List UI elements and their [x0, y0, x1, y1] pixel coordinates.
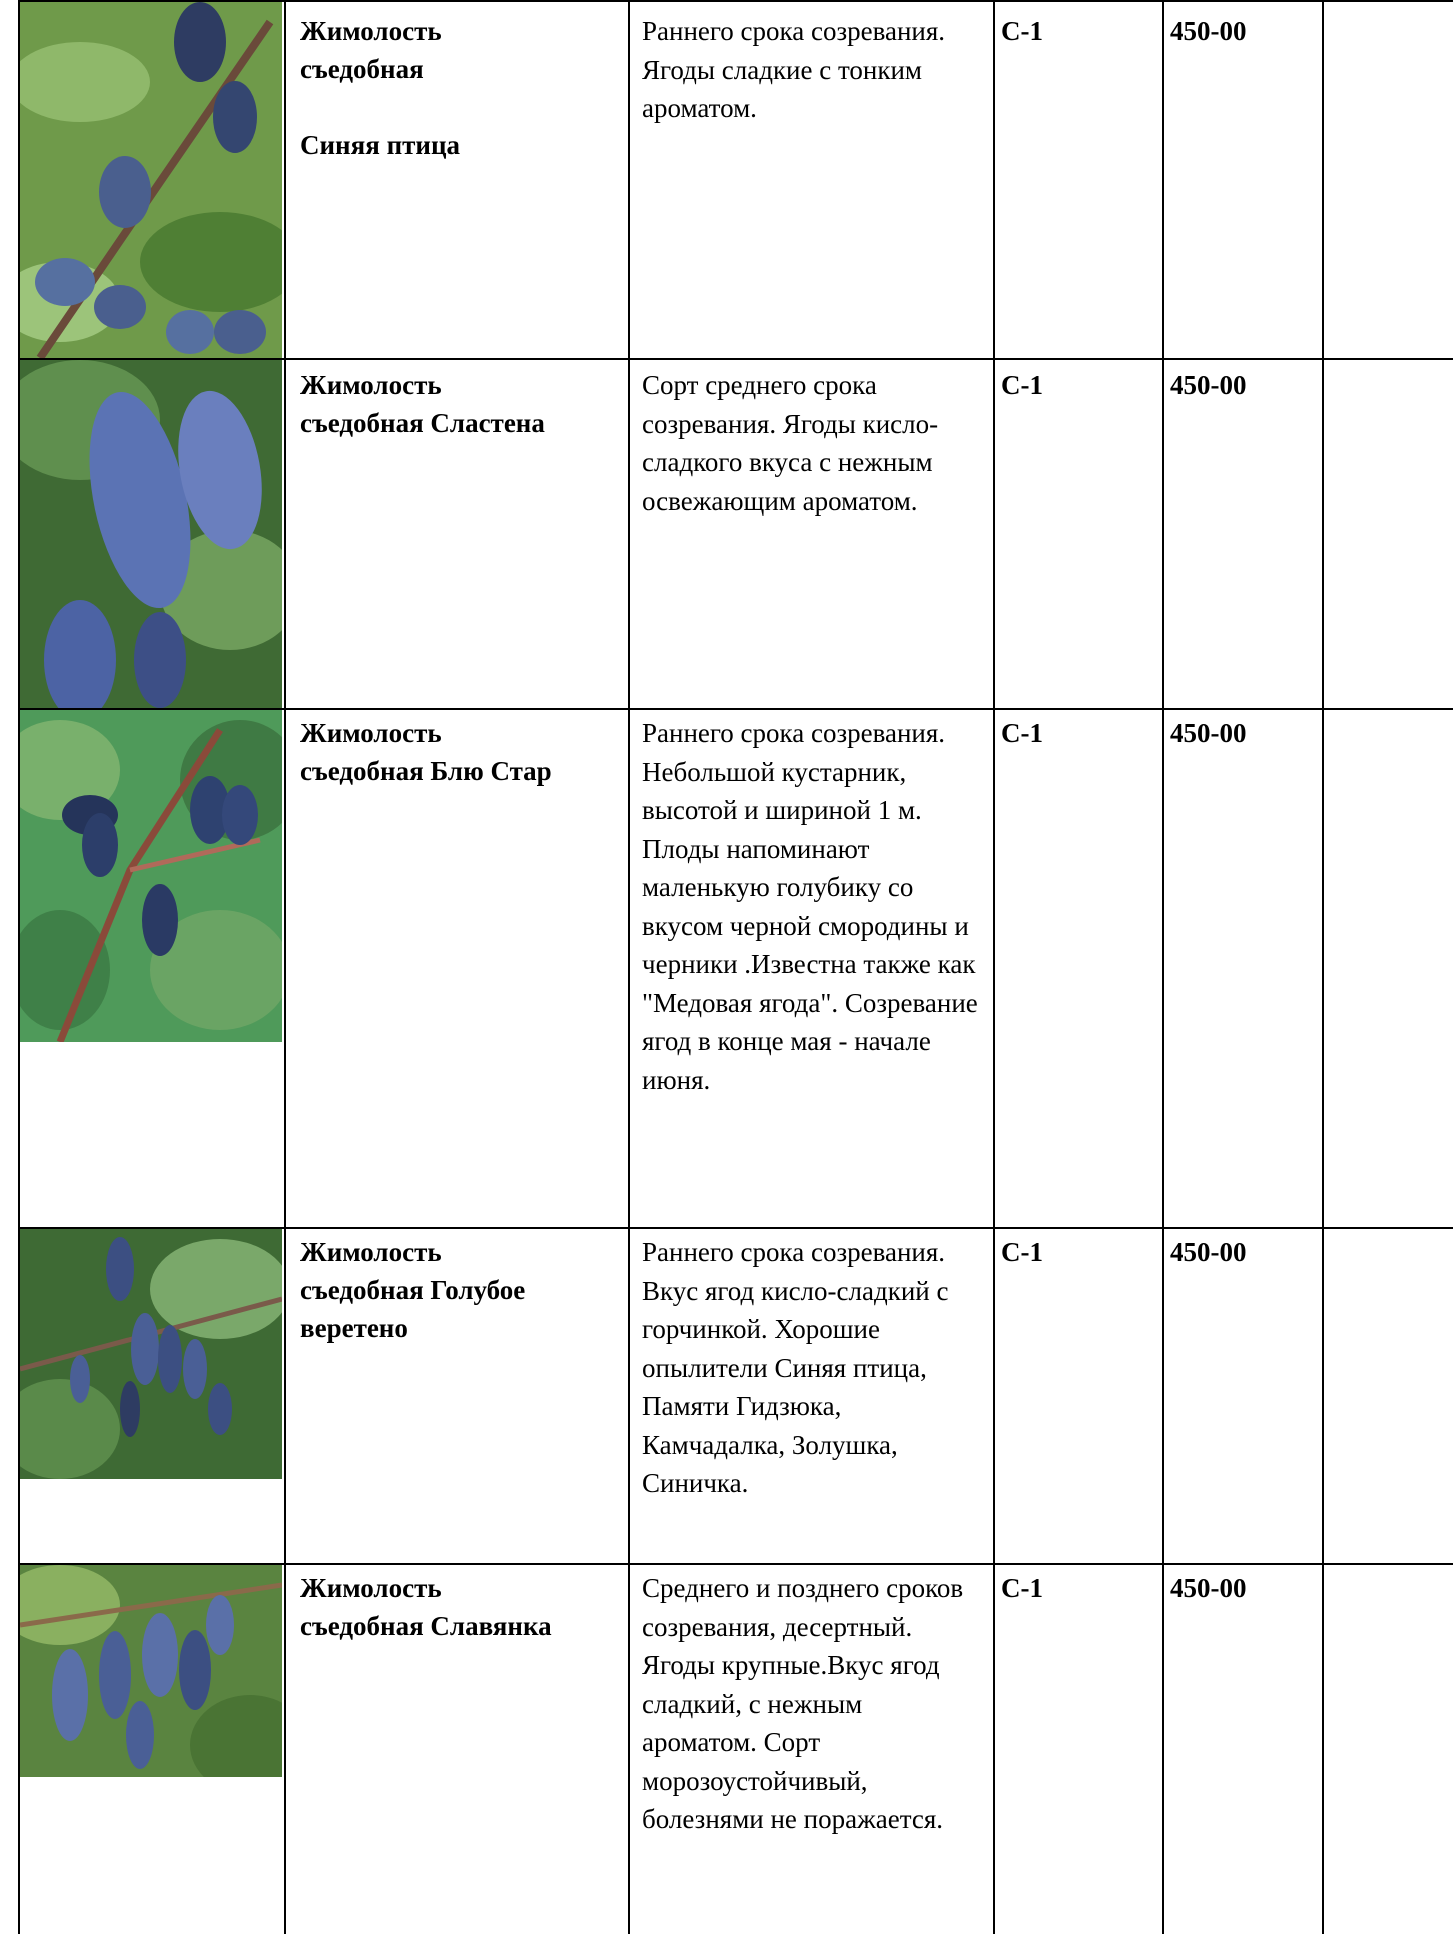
product-name-line: Жимолость [300, 718, 442, 748]
product-photo [20, 360, 282, 708]
product-name-line: съедобная [300, 54, 424, 84]
product-name-line: Жимолость [300, 1573, 442, 1603]
product-grade: С-1 [1001, 1573, 1043, 1603]
product-grade: С-1 [1001, 370, 1043, 400]
product-price: 450-00 [1170, 370, 1247, 400]
product-name-line: съедобная Славянка [300, 1611, 552, 1641]
product-name [300, 1569, 620, 1645]
product-price: 450-00 [1170, 16, 1247, 46]
product-description: Раннего срока созревания. Небольшой кустарник, высотой и шириной 1 м. Плоды напоминают маленькую голубику со вкусом черной смородины и черники .Известна также как "Медовая ягода". Созревание ягод в конце мая - начале июня. [642, 718, 978, 1095]
product-price: 450-00 [1170, 1237, 1247, 1267]
product-name-line: съедобная Голубое [300, 1275, 526, 1305]
product-photo [20, 1229, 282, 1479]
product-description: Раннего срока созревания. Вкус ягод кисло-сладкий с горчинкой. Хорошие опылители Синяя птица, Памяти Гидзюка, Камчадалка, Золушка, Синичка. [642, 1237, 949, 1498]
price-catalog-table [18, 0, 1453, 1934]
product-name-line: съедобная Блю Стар [300, 756, 552, 786]
product-name-line: Жимолость [300, 370, 442, 400]
product-description: Раннего срока созревания. Ягоды сладкие с тонким ароматом. [642, 16, 946, 123]
product-photo [20, 1565, 282, 1777]
product-name-line: Жимолость [300, 1237, 442, 1267]
product-name-line: веретено [300, 1313, 408, 1343]
product-grade: С-1 [1001, 16, 1043, 46]
product-name-line: Жимолость [300, 16, 442, 46]
product-photo [20, 2, 282, 358]
product-description: Среднего и позднего сроков созревания, десертный. Ягоды крупные.Вкус ягод сладкий, с нежным ароматом. Сорт морозоустойчивый, болезнями не поражается. [642, 1573, 964, 1834]
product-grade: С-1 [1001, 718, 1043, 748]
product-name-line: Синяя птица [300, 130, 461, 160]
product-price: 450-00 [1170, 1573, 1247, 1603]
product-name [300, 714, 620, 790]
product-grade: С-1 [1001, 1237, 1043, 1267]
product-name [300, 12, 620, 164]
product-name [300, 366, 620, 442]
product-name [300, 1233, 620, 1347]
product-description: Сорт среднего срока созревания. Ягоды кисло-сладкого вкуса с нежным освежающим ароматом. [642, 370, 939, 516]
product-name-line: съедобная Сластена [300, 408, 545, 438]
product-photo [20, 710, 282, 1042]
product-price: 450-00 [1170, 718, 1247, 748]
